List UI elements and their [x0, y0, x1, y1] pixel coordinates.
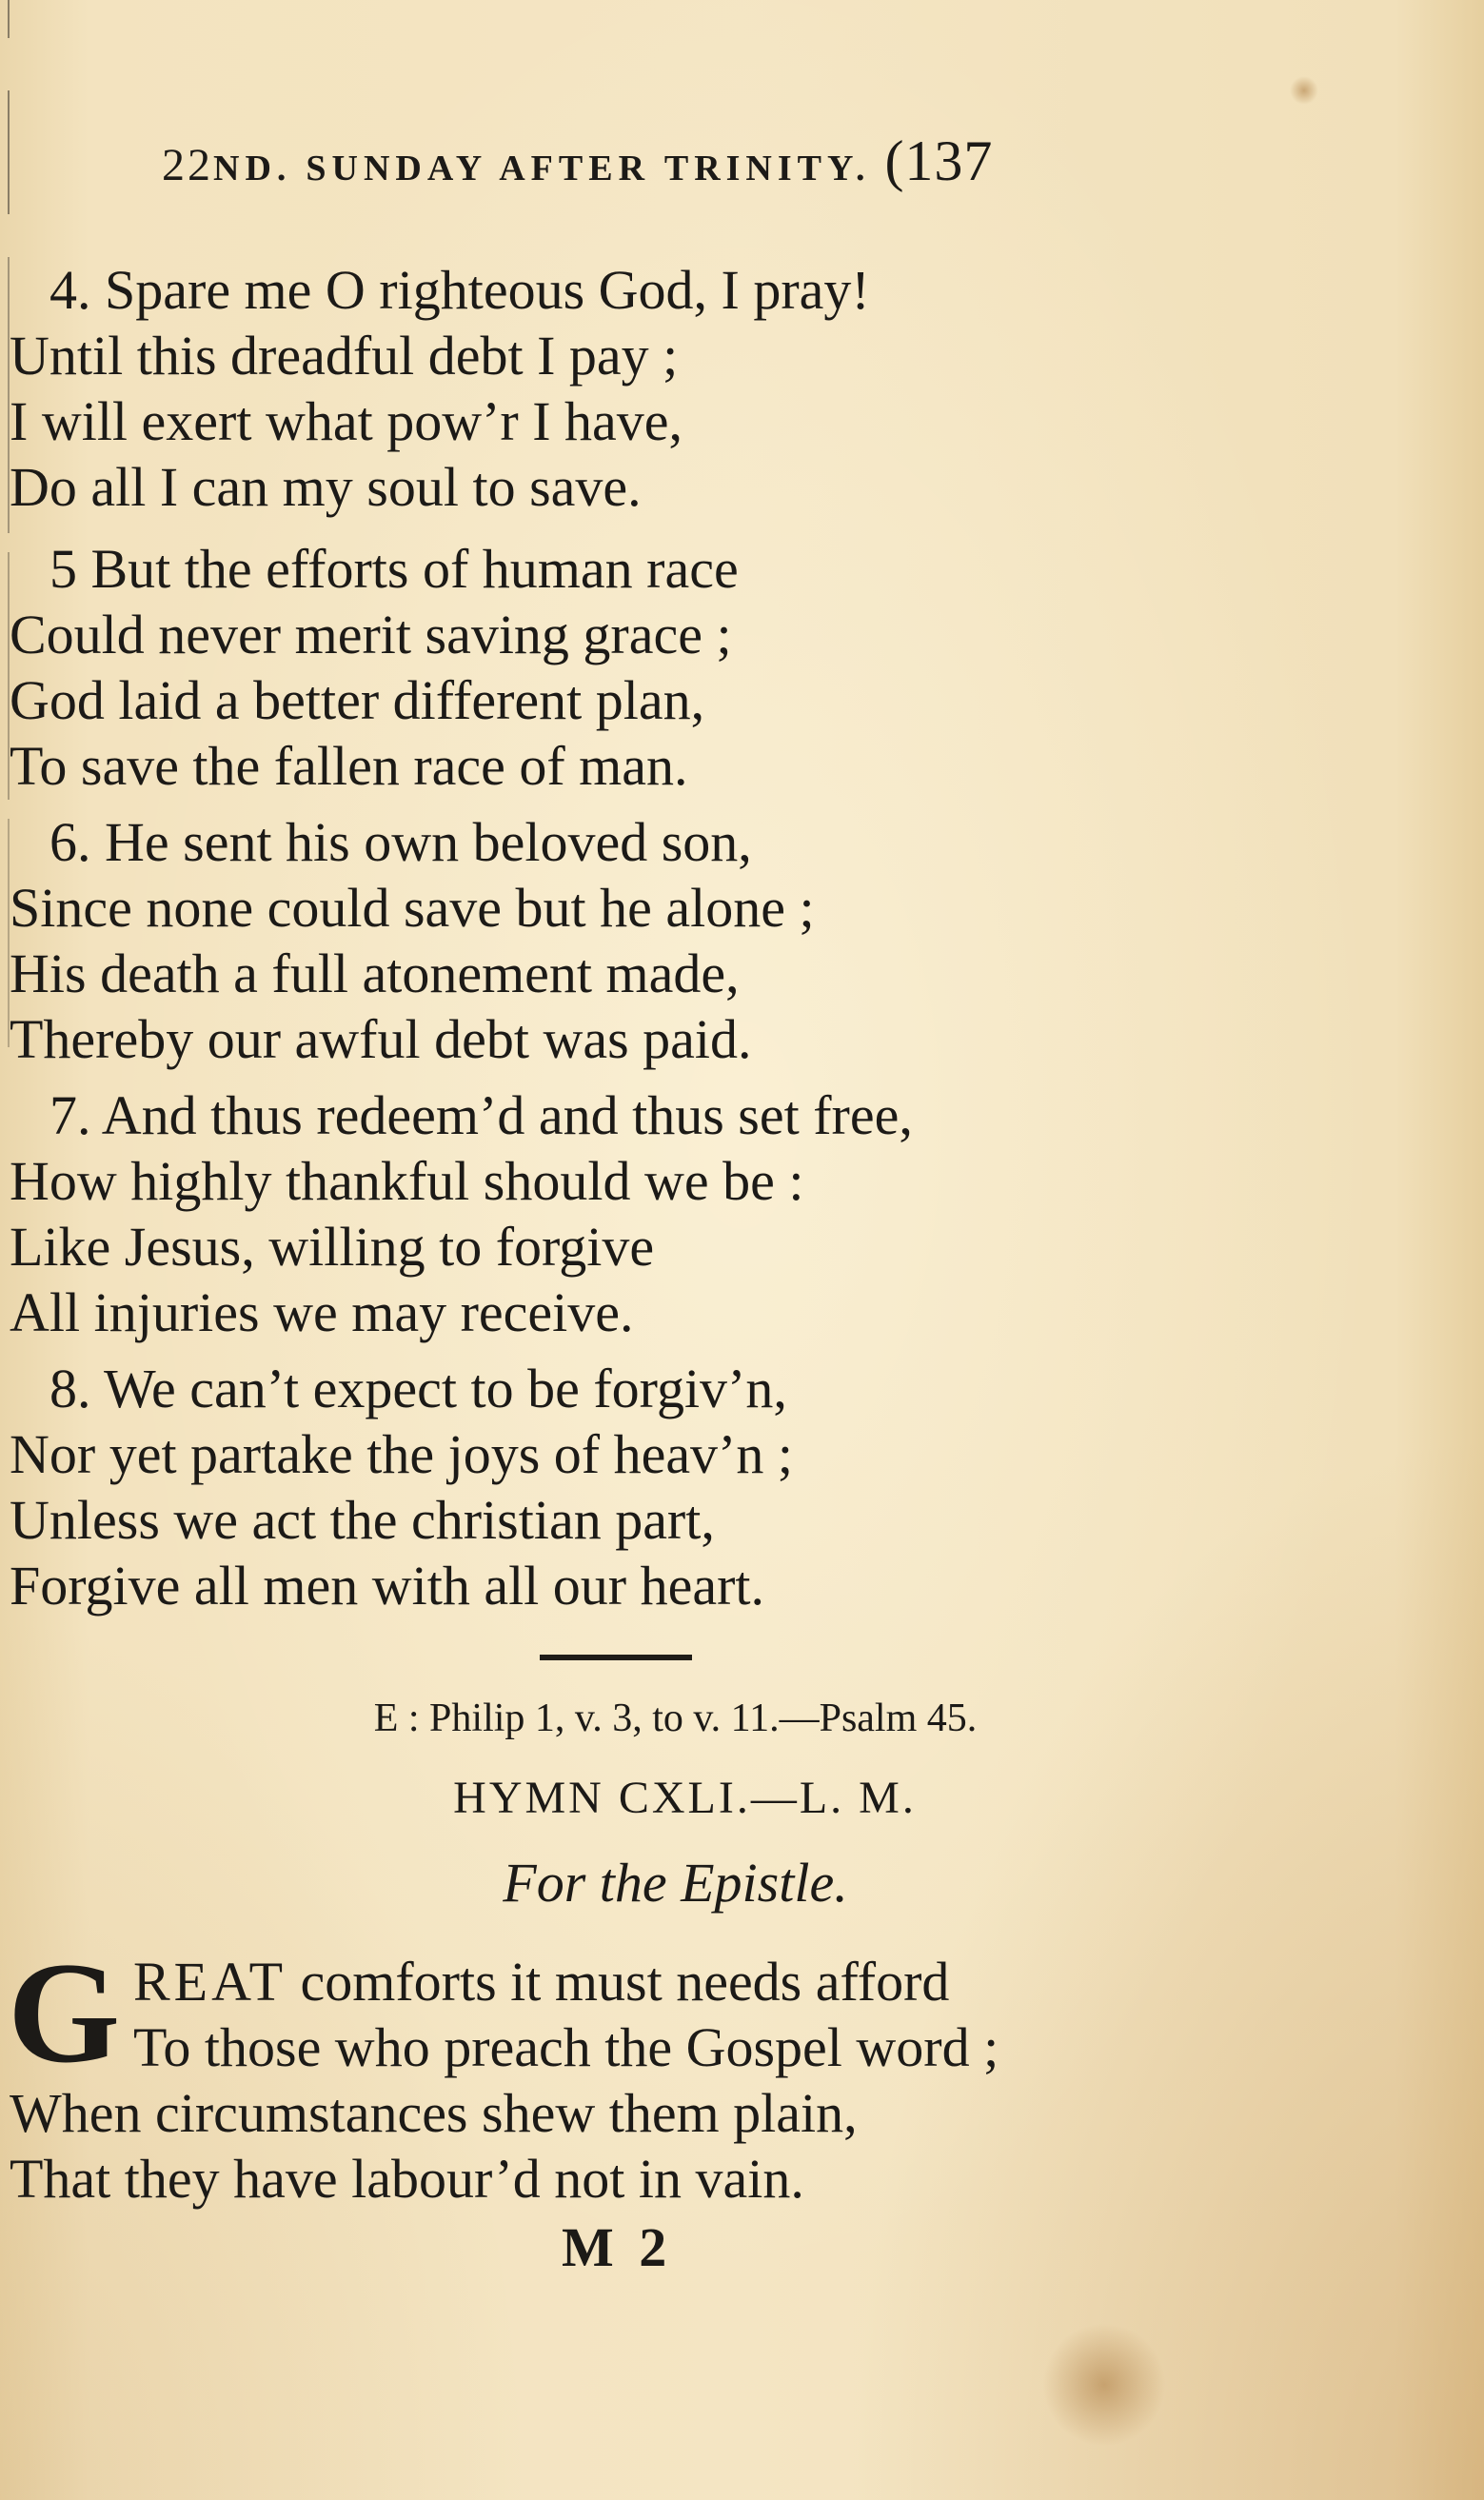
verse-5	[10, 536, 739, 799]
verse-line: 4. Spare me O righteous God, I pray!	[49, 259, 870, 321]
verse-line: Until this dreadful debt I pay ;	[10, 325, 679, 387]
verse-7	[10, 1082, 913, 1345]
verse-line: To save the fallen race of man.	[10, 735, 688, 797]
verse-line: How highly thankful should we be :	[10, 1150, 804, 1212]
verse-line: 8. We can’t expect to be forgiv’n,	[49, 1358, 787, 1419]
hymn-line: When circumstances shew them plain,	[10, 2082, 858, 2144]
gutter-line	[8, 90, 10, 214]
verse-line: God laid a better different plan,	[10, 669, 705, 731]
running-head-ordinal: 22	[162, 140, 213, 190]
verse-line: Forgive all men with all our heart.	[10, 1555, 765, 1617]
verse-line: Like Jesus, willing to forgive	[10, 1216, 655, 1278]
verse-line: His death a full atonement made,	[10, 942, 740, 1004]
verse-line: 7. And thus redeem’d and thus set free,	[49, 1084, 913, 1146]
paper-stain	[1042, 2323, 1166, 2447]
gutter-line	[8, 0, 10, 38]
scripture-reference: E : Philip 1, v. 3, to v. 11.—Psalm 45.	[373, 1696, 978, 1740]
paper-stain	[1290, 76, 1318, 105]
verse-line: Unless we act the christian part,	[10, 1489, 715, 1551]
signature-mark: M 2	[562, 2216, 673, 2278]
verse-line: Thereby our awful debt was paid.	[10, 1008, 752, 1070]
verse-4	[10, 257, 870, 520]
hymn-first-word: REAT	[133, 1951, 287, 2013]
running-head-title: SUNDAY AFTER TRINITY.	[306, 149, 871, 188]
verse-line: Nor yet partake the joys of heav’n ;	[10, 1423, 793, 1485]
verse-line: Since none could save but he alone ;	[10, 877, 815, 939]
running-head	[162, 129, 993, 194]
verse-line: Could never merit saving grace ;	[10, 604, 732, 665]
verse-line: 6. He sent his own beloved son,	[49, 811, 752, 873]
hymn-line-text: comforts it must needs afford	[287, 1951, 950, 2013]
verse-8	[10, 1356, 793, 1618]
hymn-subtitle: For the Epistle.	[503, 1852, 848, 1914]
page-number: (137	[884, 129, 994, 192]
section-divider	[540, 1655, 692, 1660]
hymn-line	[10, 1949, 999, 2014]
verse-line: I will exert what pow’r I have,	[10, 390, 683, 452]
verse-6	[10, 809, 815, 1072]
verse-line: Do all I can my soul to save.	[10, 456, 642, 518]
running-head-ordinal-suffix: ND.	[213, 149, 292, 188]
verse-line: All injuries we may receive.	[10, 1281, 634, 1343]
drop-cap: G	[8, 1933, 121, 2093]
verse-line: 5 But the efforts of human race	[49, 538, 739, 600]
hymn-stanza	[10, 1949, 999, 2212]
hymn-line: To those who preach the Gospel word ;	[133, 2016, 999, 2078]
hymn-line: That they have labour’d not in vain.	[10, 2148, 804, 2210]
hymn-title: HYMN CXLI.—L. M.	[453, 1773, 917, 1823]
